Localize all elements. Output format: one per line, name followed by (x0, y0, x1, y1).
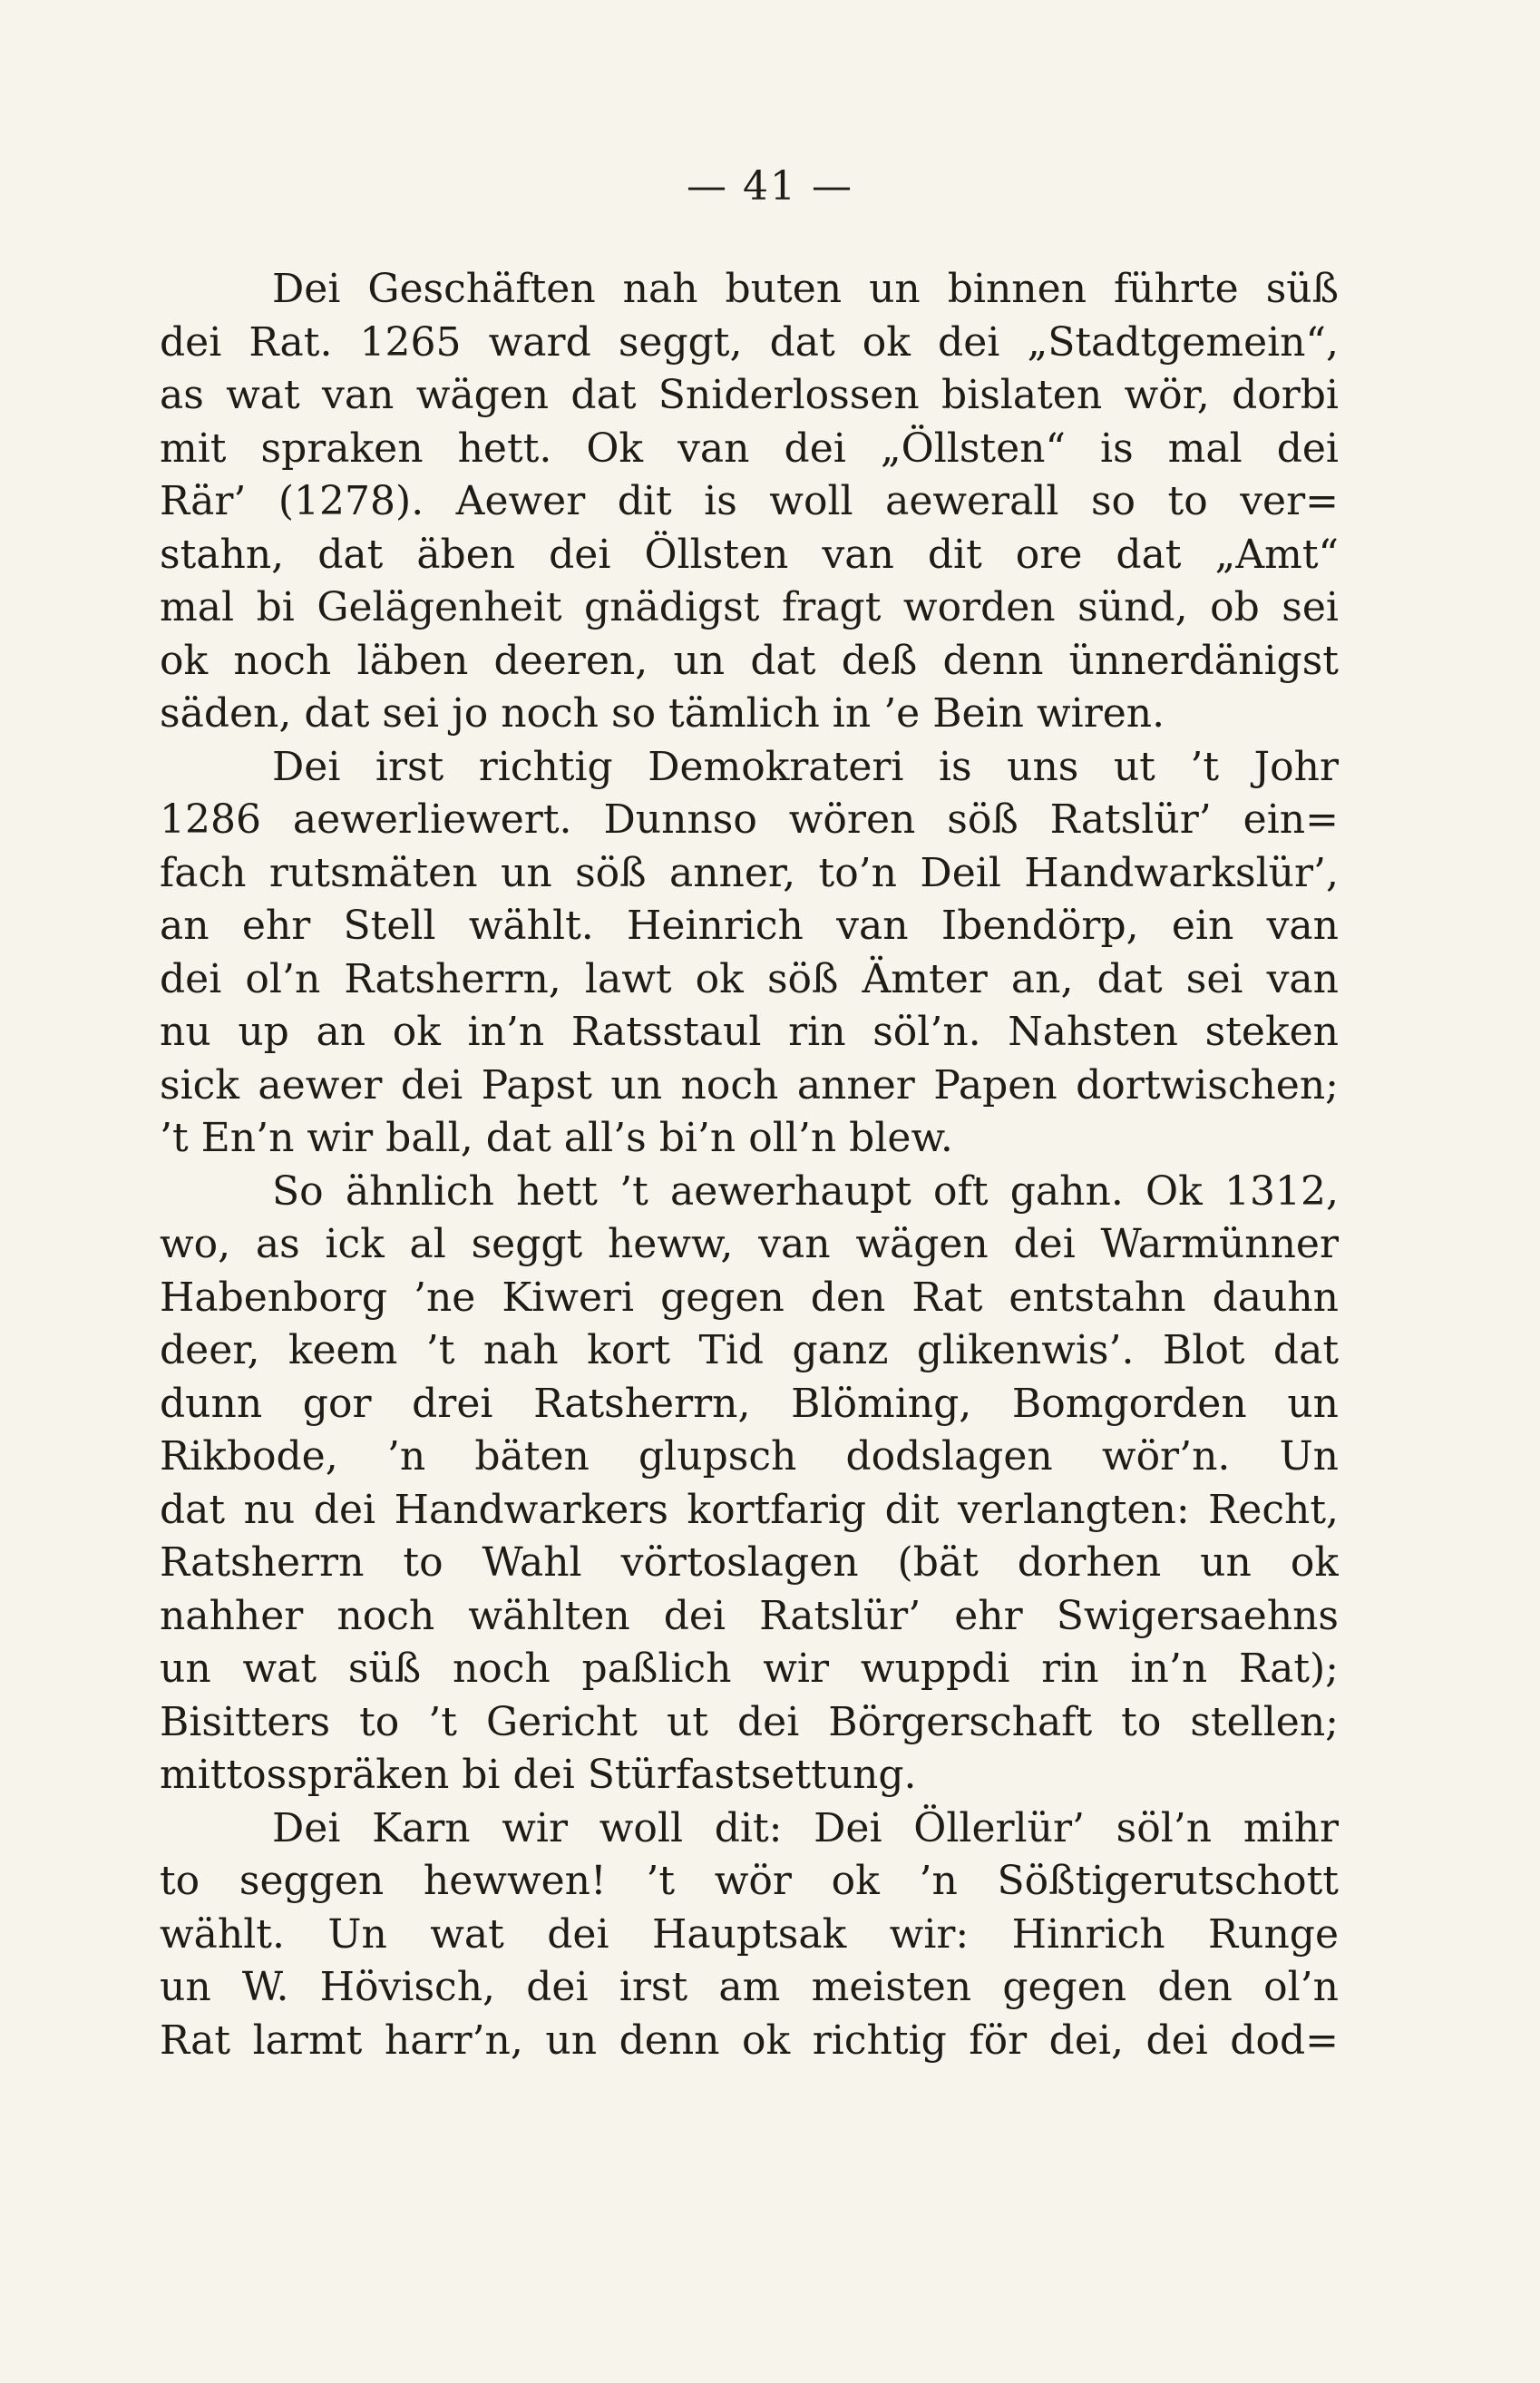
text-line: Ratsherrn to Wahl vörtoslagen (bät dorhen un ok (160, 1539, 1339, 1586)
text-line: mittosspräken bi dei Stürfastsettung. (160, 1752, 917, 1798)
text-line: wo, as ick al seggt heww, van wägen dei Warmünner (160, 1221, 1339, 1267)
text-line: un wat süß noch paßlich wir wuppdi rin in’n Rat); (160, 1646, 1339, 1692)
text-line: dat nu dei Handwarkers kortfarig dit verlangten: Recht, (160, 1486, 1339, 1533)
body-text (160, 263, 1339, 2067)
text-line: nu up an ok in’n Ratsstaul rin söl’n. Nahsten steken (160, 1009, 1339, 1055)
text-line: dei Rat. 1265 ward seggt, dat ok dei „Stadtgemein“, (160, 318, 1339, 366)
text-line: sick aewer dei Papst un noch anner Papen dortwischen; (160, 1061, 1339, 1108)
text-line: Rikbode, ’n bäten glupsch dodslagen wör’n. Un (160, 1433, 1339, 1480)
text-line: mal bi Gelägenheit gnädigst fragt worden sünd, ob sei (160, 584, 1339, 630)
text-line: ok noch läben deeren, un dat deß denn ünnerdänigst (160, 637, 1339, 684)
text-line: un W. Hövisch, dei irst am meisten gegen den ol’n (160, 1964, 1339, 2010)
text-line: stahn, dat äben dei Öllsten van dit ore dat „Amt“ (160, 531, 1339, 578)
text-line: Dei irst richtig Demokrateri is uns ut ’t Johr (272, 743, 1339, 790)
text-line: Habenborg ’ne Kiweri gegen den Rat entstahn dauhn (160, 1274, 1339, 1321)
text-line: dunn gor drei Ratsherrn, Blöming, Bomgorden un (160, 1380, 1339, 1427)
text-line: ’t En’n wir ball, dat all’s bi’n oll’n blew. (160, 1115, 953, 1161)
text-line: wählt. Un wat dei Hauptsak wir: Hinrich Runge (160, 1910, 1339, 1958)
text-line: So ähnlich hett ’t aewerhaupt oft gahn. Ok 1312, (272, 1167, 1339, 1215)
text-line: mit spraken hett. Ok van dei „Öllsten“ is mal dei (160, 425, 1339, 472)
text-line: nahher noch wählten dei Ratslür’ ehr Swigersaehns (160, 1592, 1339, 1639)
text-line: fach rutsmäten un söß anner, to’n Deil Handwarkslür’, (160, 849, 1339, 896)
text-line: Rär’ (1278). Aewer dit is woll aewerall so to ver= (160, 478, 1339, 524)
text-line: Dei Karn wir woll dit: Dei Öllerlür’ söl’n mihr (272, 1804, 1339, 1851)
text-line: Rat larmt harr’n, un denn ok richtig för dei, dei dod= (160, 2017, 1339, 2064)
text-line: to seggen hewwen! ’t wör ok ’n Sößtigerutschott (160, 1858, 1339, 1904)
text-line: deer, keem ’t nah kort Tid ganz glikenwis’. Blot dat (160, 1327, 1339, 1373)
text-line: as wat van wägen dat Sniderlossen bislaten wör, dorbi (160, 372, 1339, 418)
text-line: säden, dat sei jo noch so tämlich in ’e Bein wiren. (160, 690, 1165, 737)
text-line: an ehr Stell wählt. Heinrich van Ibendörp, ein van (160, 903, 1339, 949)
text-line: 1286 aewerliewert. Dunnso wören söß Ratslür’ ein= (160, 796, 1339, 843)
text-line: Bisitters to ’t Gericht ut dei Börgerschaft to stellen; (160, 1698, 1339, 1745)
text-line: dei ol’n Ratsherrn, lawt ok söß Ämter an, dat sei van (160, 955, 1339, 1002)
page-number: — 41 — (687, 163, 853, 210)
text-line: Dei Geschäften nah buten un binnen führte süß (272, 266, 1339, 312)
